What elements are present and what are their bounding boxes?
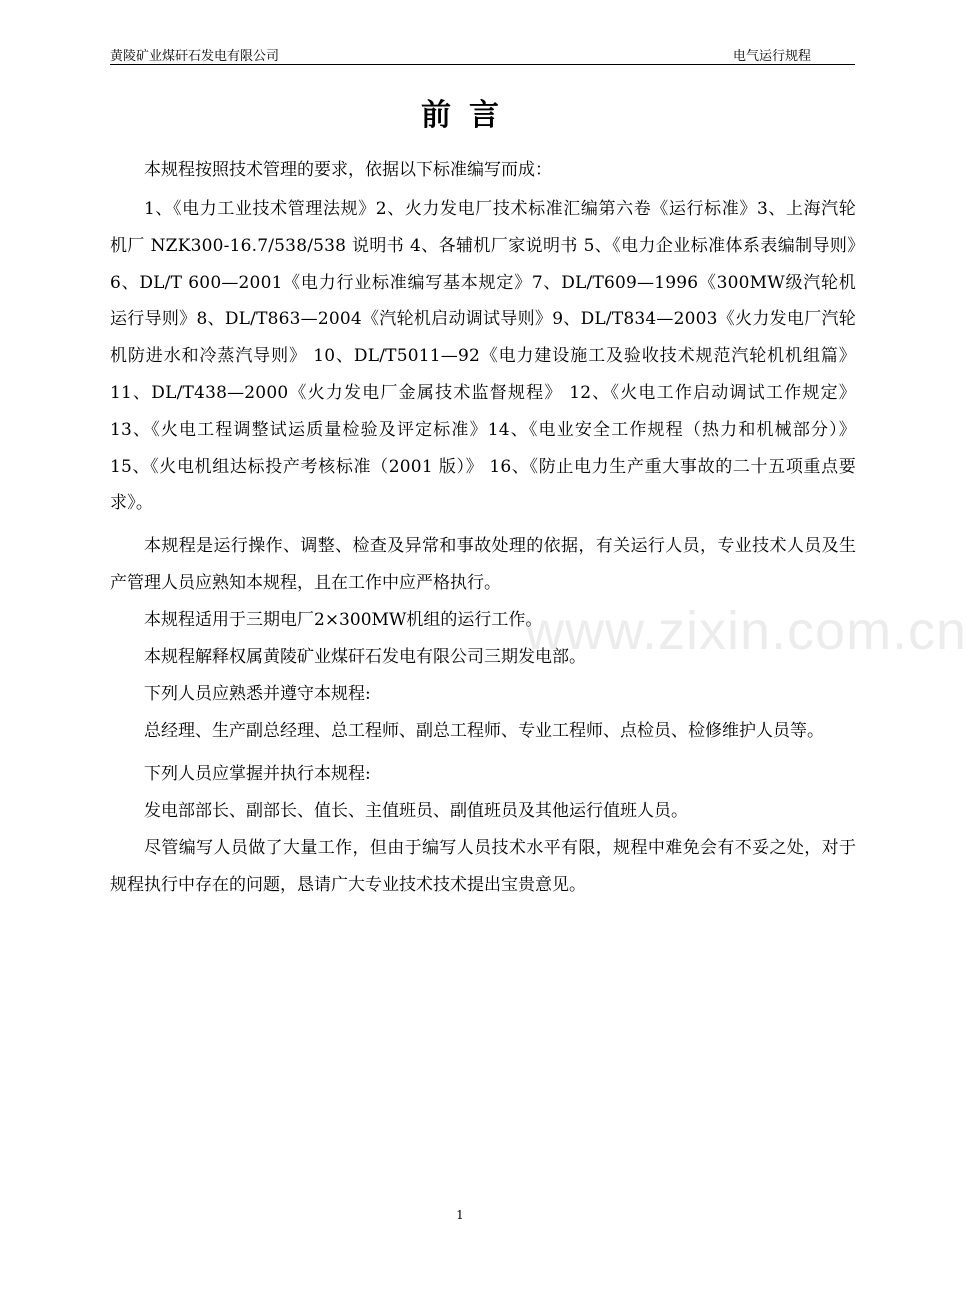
standards-paragraph: 1、《电力工业技术管理法规》2、火力发电厂技术标准汇编第六卷《运行标准》3、上海汽轮机厂 NZK300-16.7/538/538 说明书 4、各辅机厂家说明书 5、《电力企业标准体系表编制导则》6、DL/T 600—2001《电力行业标准编写基本规定》7、DL/T609—1996《300MW级汽轮机运行导则》8、DL/T863—2004《汽轮机启动调试导则》9、DL/T834—2003《火力发电厂汽轮机防进水和冷蒸汽导则》 10、DL/T5011—92《电力建设施工及验收技术规范汽轮机机组篇》11、DL/T438—2000《火力发电厂金属技术监督规程》 12、《火电工作启动调试工作规定》13、《火电工程调整试运质量检验及评定标准》14、《电业安全工作规程（热力和机械部分）》 15、《火电机组达标投产考核标准（2001 版）》 16、《防止电力生产重大事故的二十五项重点要求》。	[110, 199, 856, 514]
master-list: 发电部部长、副部长、值长、主值班员、副值班员及其他运行值班人员。	[144, 801, 688, 822]
basis-paragraph: 本规程是运行操作、调整、检查及异常和事故处理的依据，有关运行人员，专业技术人员及生产管理人员应熟知本规程，且在工作中应严格执行。	[110, 536, 856, 594]
page-number: 1	[456, 1208, 464, 1222]
page-header	[110, 44, 855, 65]
scope-paragraph: 本规程适用于三期电厂2×300MW机组的运行工作。	[144, 610, 543, 631]
interpretation-paragraph: 本规程解释权属黄陵矿业煤矸石发电有限公司三期发电部。	[144, 647, 586, 668]
watermark: www.zixin.com.cn	[525, 601, 967, 661]
intro-paragraph: 本规程按照技术管理的要求，依据以下标准编写而成：	[144, 160, 552, 180]
closing-paragraph: 尽管编写人员做了大量工作，但由于编写人员技术水平有限，规程中难免会有不妥之处，对于规程执行中存在的问题，恳请广大专业技术技术提出宝贵意见。	[110, 838, 856, 896]
master-heading: 下列人员应掌握并执行本规程:	[144, 764, 371, 785]
familiar-heading: 下列人员应熟悉并遵守本规程:	[144, 684, 371, 705]
header-doc-name: 电气运行规程	[732, 49, 811, 64]
page-title: 前言	[421, 98, 517, 133]
document-body	[110, 152, 856, 904]
header-company: 黄陵矿业煤矸石发电有限公司	[110, 49, 280, 64]
familiar-list: 总经理、生产副总经理、总工程师、副总工程师、专业工程师、点检员、检修维护人员等。	[144, 721, 824, 742]
